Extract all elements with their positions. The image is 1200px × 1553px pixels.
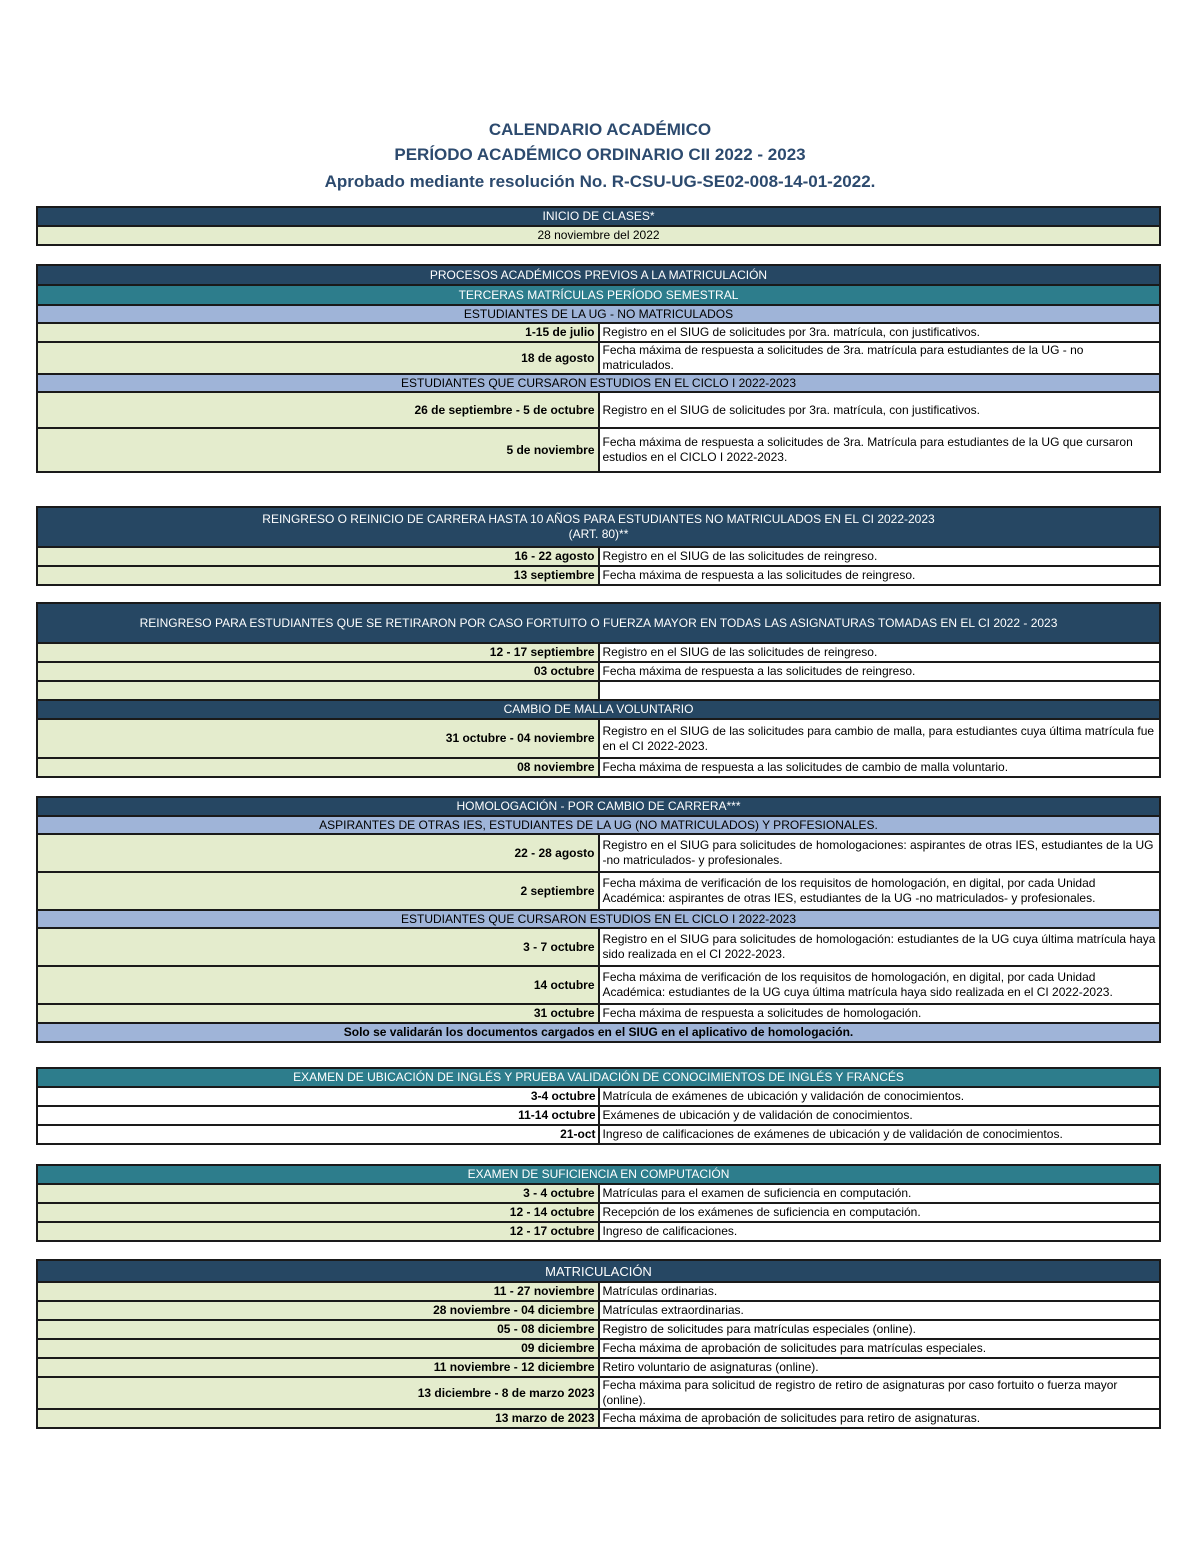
row-desc: Fecha máxima de respuesta a las solicitudes de reingreso. <box>599 566 1161 585</box>
row-date: 16 - 22 agosto <box>37 547 599 566</box>
row-date: 3 - 4 octubre <box>37 1184 599 1203</box>
table-row <box>37 392 1160 428</box>
reingreso-header <box>37 507 1160 547</box>
inicio-clases-date: 28 noviembre del 2022 <box>37 226 1160 245</box>
row-date: 03 octubre <box>37 662 599 681</box>
row-date: 09 diciembre <box>37 1339 599 1358</box>
table-row <box>37 928 1160 966</box>
row-date: 3 - 7 octubre <box>37 928 599 966</box>
homologacion-table <box>36 796 1161 1043</box>
row-date: 12 - 17 septiembre <box>37 643 599 662</box>
table-row <box>37 428 1160 472</box>
table-row <box>37 662 1160 681</box>
row-desc: Registro en el SIUG para solicitudes de homologaciones: aspirantes de otras IES, estudiantes de la UG -no matriculados- y profesionales. <box>599 834 1161 872</box>
table-row <box>37 1377 1160 1409</box>
table-row <box>37 1358 1160 1377</box>
table-row <box>37 1087 1160 1106</box>
row-desc: Exámenes de ubicación y de validación de conocimientos. <box>599 1106 1161 1125</box>
row-desc: Fecha máxima para solicitud de registro de retiro de asignaturas por caso fortuito o fuerza mayor (online). <box>599 1377 1161 1409</box>
row-desc: Registro en el SIUG de solicitudes por 3ra. matrícula, con justificativos. <box>599 323 1161 342</box>
reingreso-fuerza-mayor-header: REINGRESO PARA ESTUDIANTES QUE SE RETIRARON POR CASO FORTUITO O FUERZA MAYOR EN TODAS LAS ASIGNATURAS TOMADAS EN EL CI 2022 - 2023 <box>37 603 1160 643</box>
row-date: 14 octubre <box>37 966 599 1004</box>
table-row <box>37 643 1160 662</box>
previos-header: PROCESOS ACADÉMICOS PREVIOS A LA MATRICULACIÓN <box>37 265 1160 285</box>
table-row <box>37 1222 1160 1241</box>
table-row <box>37 1301 1160 1320</box>
row-date: 08 noviembre <box>37 758 599 777</box>
row-date: 11-14 octubre <box>37 1106 599 1125</box>
table-row <box>37 547 1160 566</box>
row-date-empty <box>37 681 599 700</box>
row-date: 12 - 17 octubre <box>37 1222 599 1241</box>
table-row <box>37 566 1160 585</box>
row-desc: Registro de solicitudes para matrículas especiales (online). <box>599 1320 1161 1339</box>
table-row <box>37 834 1160 872</box>
row-date: 12 - 14 octubre <box>37 1203 599 1222</box>
row-date: 26 de septiembre - 5 de octubre <box>37 392 599 428</box>
row-desc: Recepción de los exámenes de suficiencia en computación. <box>599 1203 1161 1222</box>
row-date: 11 noviembre - 12 diciembre <box>37 1358 599 1377</box>
row-desc: Fecha máxima de respuesta a solicitudes de 3ra. Matrícula para estudiantes de la UG que cursaron estudios en el CICLO I 2022-2023. <box>599 428 1161 472</box>
table-row <box>37 1106 1160 1125</box>
row-desc-empty <box>599 681 1161 700</box>
row-desc: Matrículas ordinarias. <box>599 1282 1161 1301</box>
row-date: 22 - 28 agosto <box>37 834 599 872</box>
row-desc: Matrículas extraordinarias. <box>599 1301 1161 1320</box>
computacion-table <box>36 1164 1161 1242</box>
reingreso-header-line2: (ART. 80)** <box>568 527 629 541</box>
row-desc: Registro en el SIUG de las solicitudes de reingreso. <box>599 643 1161 662</box>
row-desc: Fecha máxima de aprobación de solicitudes para matrículas especiales. <box>599 1339 1161 1358</box>
row-date: 5 de noviembre <box>37 428 599 472</box>
reingreso-fuerza-mayor-table <box>36 602 1161 778</box>
row-date: 11 - 27 noviembre <box>37 1282 599 1301</box>
table-row <box>37 1125 1160 1144</box>
reingreso-header-line1: REINGRESO O REINICIO DE CARRERA HASTA 10 AÑOS PARA ESTUDIANTES NO MATRICULADOS EN EL CI 2022-2023 <box>262 512 935 526</box>
row-date: 2 septiembre <box>37 872 599 910</box>
table-row <box>37 1339 1160 1358</box>
table-row <box>37 1004 1160 1023</box>
table-row <box>37 1320 1160 1339</box>
ciclo-i-group: ESTUDIANTES QUE CURSARON ESTUDIOS EN EL CICLO I 2022-2023 <box>37 374 1160 392</box>
table-row <box>37 719 1160 758</box>
computacion-header: EXAMEN DE SUFICIENCIA EN COMPUTACIÓN <box>37 1165 1160 1184</box>
table-row <box>37 1184 1160 1203</box>
table-row <box>37 342 1160 374</box>
row-desc: Registro en el SIUG de las solicitudes de reingreso. <box>599 547 1161 566</box>
row-desc: Fecha máxima de aprobación de solicitudes para retiro de asignaturas. <box>599 1409 1161 1428</box>
row-date: 13 diciembre - 8 de marzo 2023 <box>37 1377 599 1409</box>
table-row <box>37 1409 1160 1428</box>
previos-table <box>36 264 1161 473</box>
inicio-clases-header: INICIO DE CLASES* <box>37 207 1160 226</box>
row-date: 21-oct <box>37 1125 599 1144</box>
row-desc: Ingreso de calificaciones de exámenes de ubicación y de validación de conocimientos. <box>599 1125 1161 1144</box>
row-date: 1-15 de julio <box>37 323 599 342</box>
row-date: 18 de agosto <box>37 342 599 374</box>
row-desc: Fecha máxima de respuesta a las solicitudes de reingreso. <box>599 662 1161 681</box>
row-desc: Registro en el SIUG de solicitudes por 3ra. matrícula, con justificativos. <box>599 392 1161 428</box>
row-date: 05 - 08 diciembre <box>37 1320 599 1339</box>
document-title: CALENDARIO ACADÉMICO <box>488 120 712 139</box>
row-desc: Fecha máxima de verificación de los requisitos de homologación, en digital, por cada Unidad Académica: aspirantes de otras IES, estudiantes de la UG -no matriculados- y profesionales. <box>599 872 1161 910</box>
row-date: 31 octubre <box>37 1004 599 1023</box>
table-row <box>37 758 1160 777</box>
row-date: 13 marzo de 2023 <box>37 1409 599 1428</box>
reingreso-table <box>36 506 1161 586</box>
resolution-text: Aprobado mediante resolución No. R-CSU-UG-SE02-008-14-01-2022. <box>324 172 876 191</box>
no-matriculados-group: ESTUDIANTES DE LA UG - NO MATRICULADOS <box>37 305 1160 323</box>
aspirantes-group: ASPIRANTES DE OTRAS IES, ESTUDIANTES DE LA UG (NO MATRICULADOS) Y PROFESIONALES. <box>37 816 1160 834</box>
row-desc: Fecha máxima de respuesta a las solicitudes de cambio de malla voluntario. <box>599 758 1161 777</box>
row-desc: Ingreso de calificaciones. <box>599 1222 1161 1241</box>
homologacion-note: Solo se validarán los documentos cargados en el SIUG en el aplicativo de homologación. <box>37 1023 1160 1042</box>
table-row <box>37 872 1160 910</box>
row-date: 28 noviembre - 04 diciembre <box>37 1301 599 1320</box>
table-row <box>37 681 1160 700</box>
row-date: 13 septiembre <box>37 566 599 585</box>
row-desc: Registro en el SIUG para solicitudes de homologación: estudiantes de la UG cuya última matrícula haya sido realizada en el CI 2022-2023. <box>599 928 1161 966</box>
inicio-clases-table <box>36 206 1161 246</box>
table-row <box>37 1282 1160 1301</box>
table-row <box>37 323 1160 342</box>
ingles-header: EXAMEN DE UBICACIÓN DE INGLÉS Y PRUEBA VALIDACIÓN DE CONOCIMIENTOS DE INGLÉS Y FRANCÉS <box>37 1068 1160 1087</box>
row-desc: Fecha máxima de verificación de los requisitos de homologación, en digital, por cada Unidad Académica: estudiantes de la UG cuya última matrícula haya sido realizada en el CI 2022-2023. <box>599 966 1161 1004</box>
row-desc: Fecha máxima de respuesta a solicitudes de 3ra. matrícula para estudiantes de la UG - no matriculados. <box>599 342 1161 374</box>
matriculacion-table <box>36 1259 1161 1429</box>
row-desc: Matrícula de exámenes de ubicación y validación de conocimientos. <box>599 1087 1161 1106</box>
ingles-table <box>36 1067 1161 1145</box>
document-header <box>0 117 1200 194</box>
table-row <box>37 1203 1160 1222</box>
row-date: 31 octubre - 04 noviembre <box>37 719 599 758</box>
row-date: 3-4 octubre <box>37 1087 599 1106</box>
cambio-malla-header: CAMBIO DE MALLA VOLUNTARIO <box>37 700 1160 719</box>
row-desc: Retiro voluntario de asignaturas (online). <box>599 1358 1161 1377</box>
homologacion-header: HOMOLOGACIÓN - POR CAMBIO DE CARRERA*** <box>37 797 1160 816</box>
matriculacion-header: MATRICULACIÓN <box>37 1260 1160 1282</box>
terceras-matriculas-header: TERCERAS MATRÍCULAS PERÍODO SEMESTRAL <box>37 285 1160 305</box>
row-desc: Matrículas para el examen de suficiencia en computación. <box>599 1184 1161 1203</box>
row-desc: Registro en el SIUG de las solicitudes para cambio de malla, para estudiantes cuya última matrícula fue en el CI 2022-2023. <box>599 719 1161 758</box>
ciclo-i-group: ESTUDIANTES QUE CURSARON ESTUDIOS EN EL CICLO I 2022-2023 <box>37 910 1160 928</box>
table-row <box>37 966 1160 1004</box>
row-desc: Fecha máxima de respuesta a solicitudes de homologación. <box>599 1004 1161 1023</box>
document-subtitle: PERÍODO ACADÉMICO ORDINARIO CII 2022 - 2023 <box>394 145 806 164</box>
